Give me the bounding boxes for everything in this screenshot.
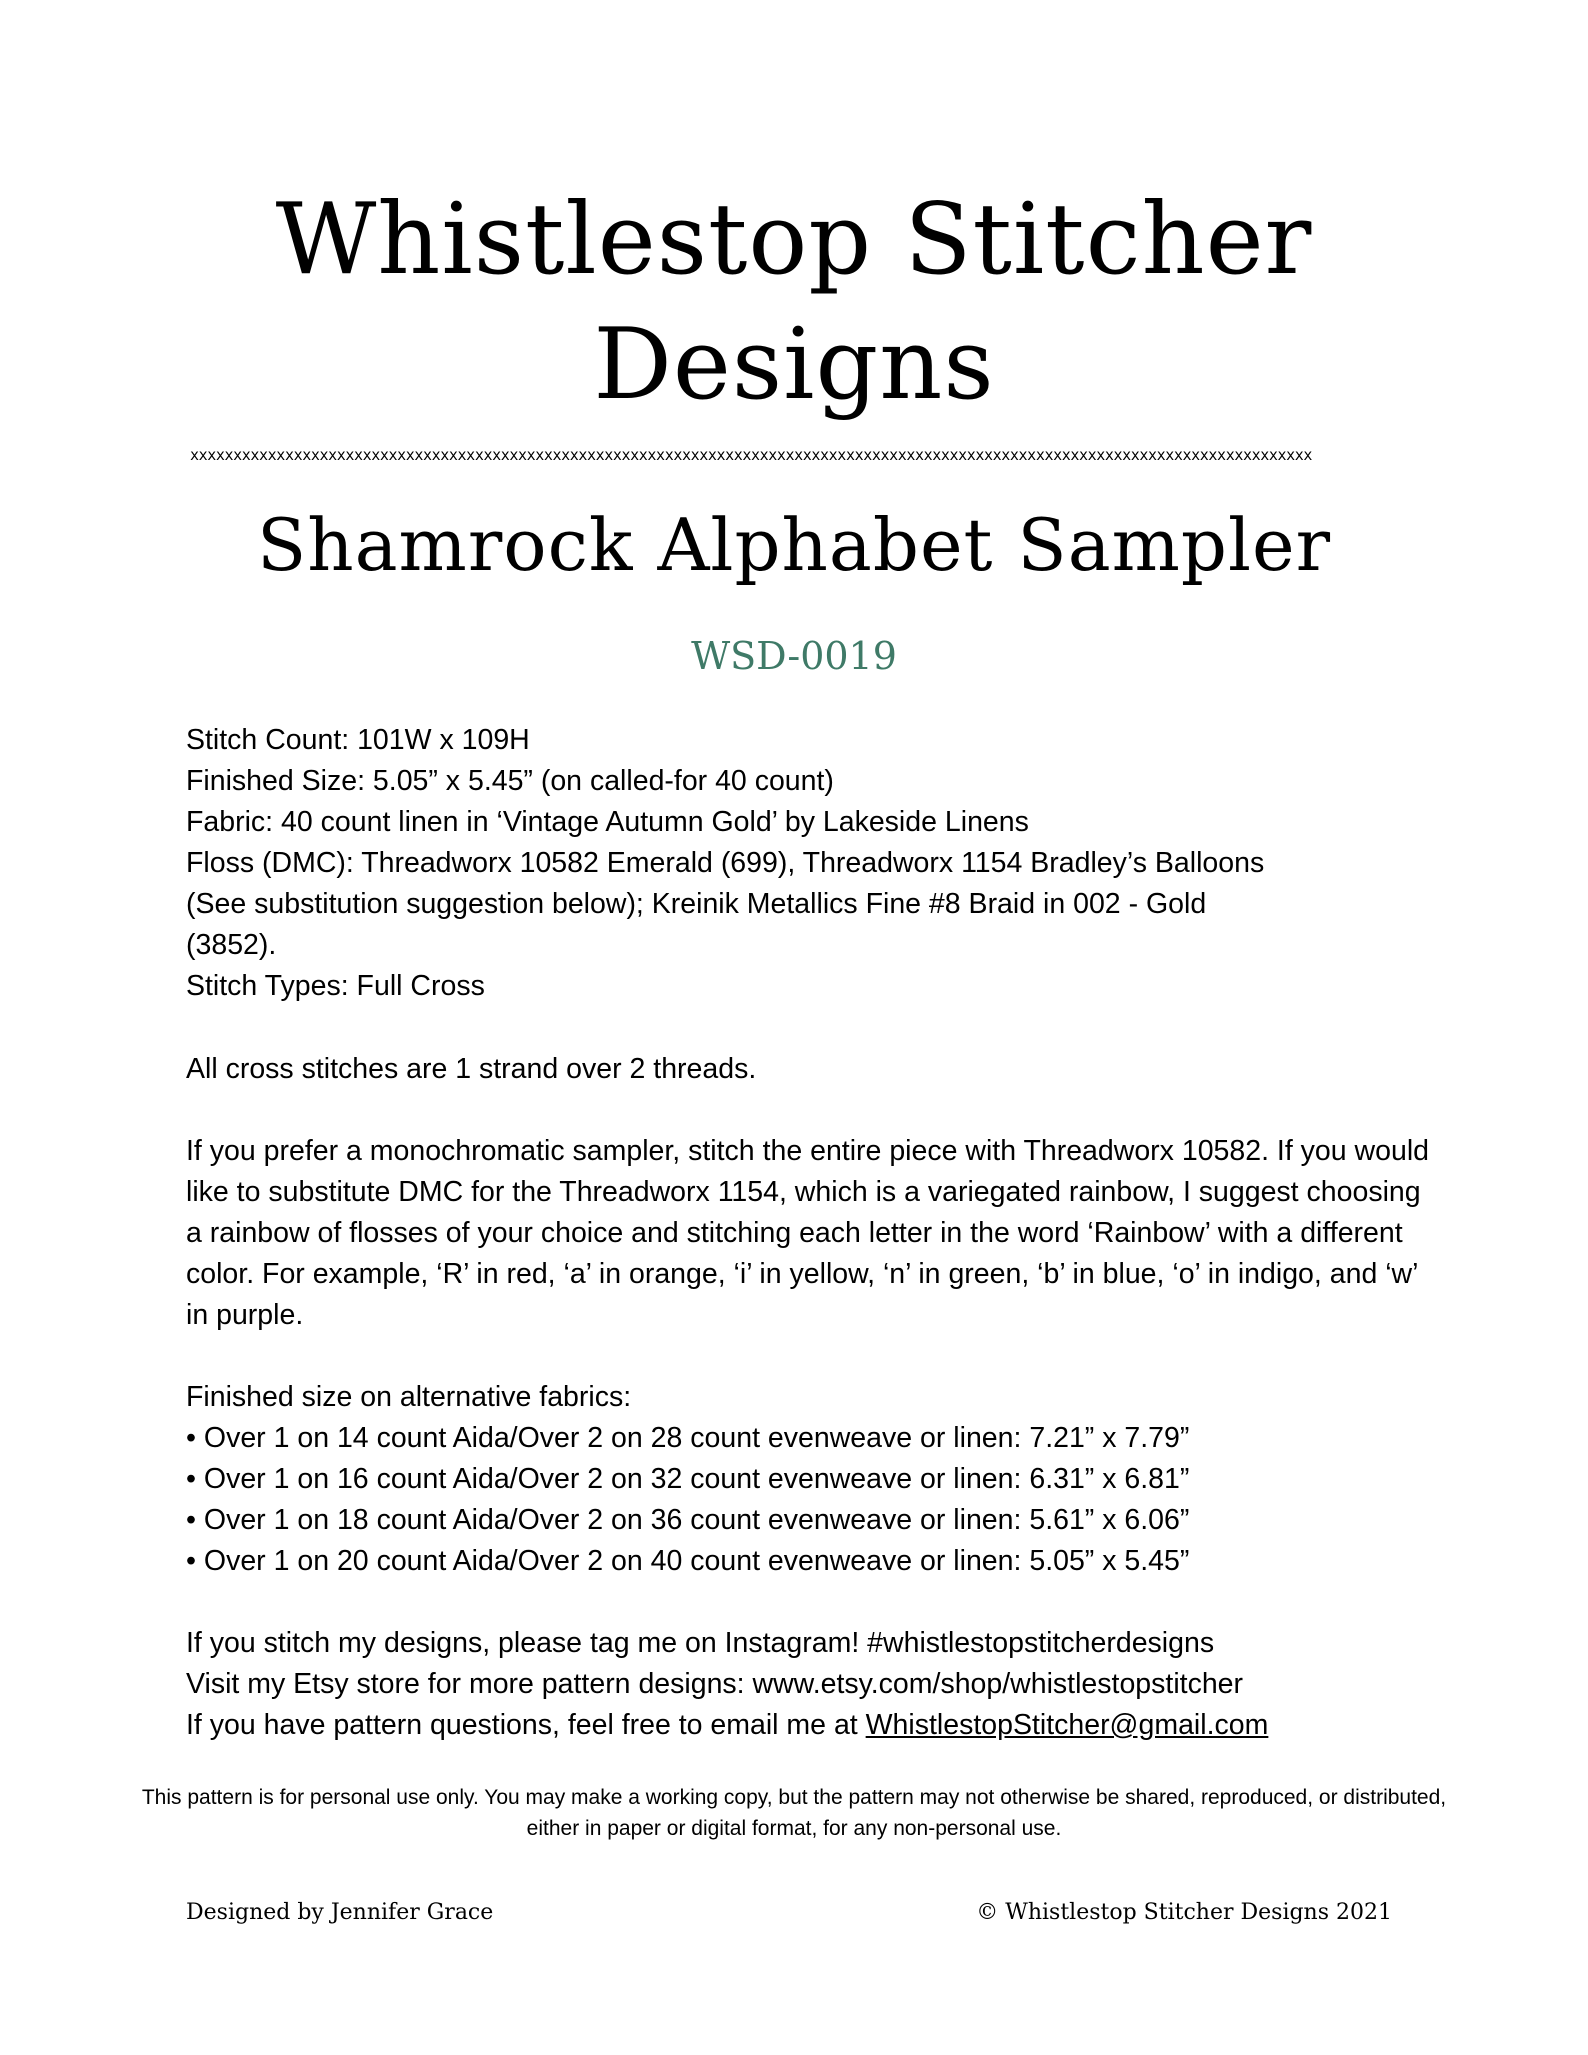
pattern-code: WSD-0019	[691, 634, 897, 678]
contact-info	[186, 1623, 1436, 1746]
substitution-paragraph: If you prefer a monochromatic sampler, stitch the entire piece with Threadworx 10582. If you would like to substitute DMC for the Threadworx 1154, which is a variegated rainbow, I suggest choosing a rainbow of flosses of your choice and stitching each letter in the word ‘Rainbow’ with a different color. For example, ‘R’ in red, ‘a’ in orange, ‘i’ in yellow, ‘n’ in green, ‘b’ in blue, ‘o’ in indigo, and ‘w’ in purple.	[186, 1135, 1430, 1331]
fabric: Fabric: 40 count linen in ‘Vintage Autumn Gold’ by Lakeside Linens	[186, 806, 1029, 838]
alternative-fabrics	[186, 1377, 1436, 1582]
strands-note: All cross stitches are 1 strand over 2 threads.	[186, 1053, 757, 1085]
alternative-item: • Over 1 on 16 count Aida/Over 2 on 32 count evenweave or linen: 6.31” x 6.81”	[186, 1463, 1190, 1495]
email-prefix: If you have pattern questions, feel free to email me at	[186, 1709, 866, 1741]
stitch-count: Stitch Count: 101W x 109H	[186, 724, 530, 756]
floss-line-2: (See substitution suggestion below); Kreinik Metallics Fine #8 Braid in 002 - Gold	[186, 888, 1207, 920]
floss-line-3: (3852).	[186, 929, 277, 961]
brand-title-line2: Designs	[593, 308, 995, 422]
alternative-item: • Over 1 on 18 count Aida/Over 2 on 36 count evenweave or linen: 5.61” x 6.06”	[186, 1504, 1190, 1536]
pattern-title: Shamrock Alphabet Sampler	[256, 503, 1332, 587]
alternative-item: • Over 1 on 20 count Aida/Over 2 on 40 count evenweave or linen: 5.05” x 5.45”	[186, 1545, 1190, 1577]
brand-title-line1: Whistlestop Stitcher	[275, 183, 1313, 297]
pattern-specs	[186, 720, 1436, 1007]
floss-line-1: Floss (DMC): Threadworx 10582 Emerald (699), Threadworx 1154 Bradley’s Balloons	[186, 847, 1265, 879]
etsy-line: Visit my Etsy store for more pattern designs: www.etsy.com/shop/whistlestopstitcher	[186, 1668, 1244, 1700]
alternatives-heading: Finished size on alternative fabrics:	[186, 1381, 632, 1413]
alternative-item: • Over 1 on 14 count Aida/Over 2 on 28 count evenweave or linen: 7.21” x 7.79”	[186, 1422, 1190, 1454]
email-line	[186, 1705, 1436, 1746]
email-link[interactable]: WhistlestopStitcher@gmail.com	[865, 1709, 1269, 1741]
stitch-types: Stitch Types: Full Cross	[186, 970, 485, 1002]
finished-size: Finished Size: 5.05” x 5.45” (on called-for 40 count)	[186, 765, 834, 797]
designer-credit: Designed by Jennifer Grace	[186, 1900, 494, 1925]
legal-notice: This pattern is for personal use only. You may make a working copy, but the pattern may not otherwise be shared, reproduced, or distributed, either in paper or digital format, for any non-personal use.	[141, 1786, 1447, 1840]
stitch-divider: xxxxxxxxxxxxxxxxxxxxxxxxxxxxxxxxxxxxxxxxxxxxxxxxxxxxxxxxxxxxxxxxxxxxxxxxxxxxxxxxxxxxxxxxxxxxxxxxxxxxxxxxxxxxxxxxxxxxxxxxxxxxxxxxxx	[190, 446, 1312, 464]
instagram-line: If you stitch my designs, please tag me on Instagram! #whistlestopstitcherdesigns	[186, 1627, 1215, 1659]
copyright-notice: © Whistlestop Stitcher Designs 2021	[976, 1900, 1392, 1925]
